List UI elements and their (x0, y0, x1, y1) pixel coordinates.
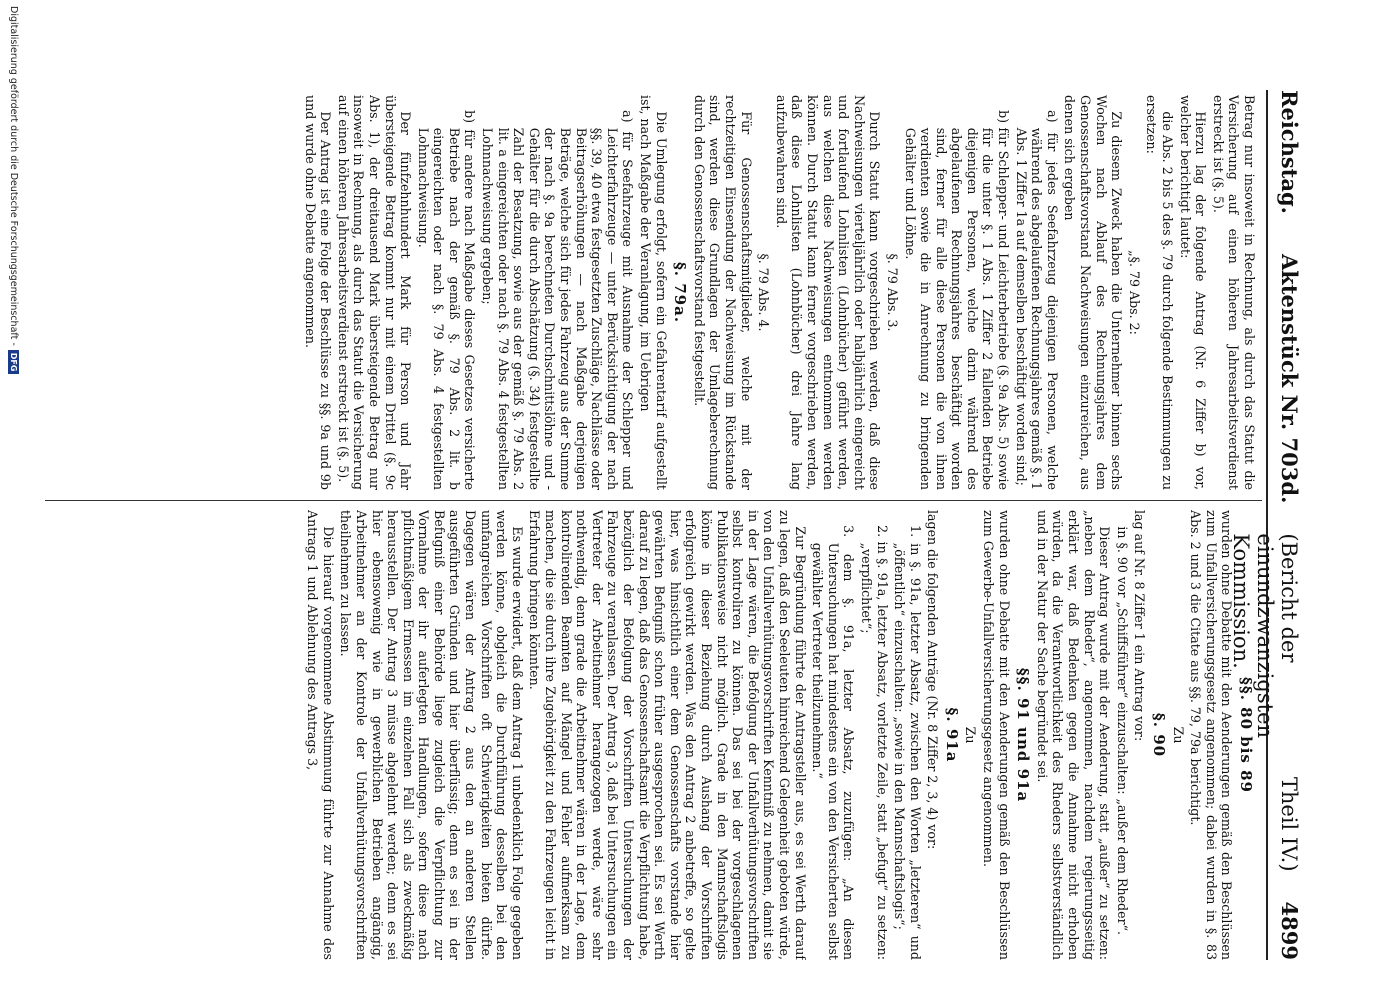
left-paragraph: Betrag nur insoweit in Rechnung, als durch das Statut die Versicherung auf einen höheren Jahresarbeitsverdienst erstreckt ist (§. 5). (1210, 95, 1257, 490)
left-paragraph: §. 79 Abs. 4. (756, 253, 772, 332)
right-paragraph: Die hierauf vorgenommene Abstimmung führte zur Annahme des Antrags 1 und Ablehnung des Antrags 3, (305, 510, 336, 960)
left-paragraph: b) für Schlepper- und Leichterbetriebe (§. 9a Abs. 5) sowie für die unter §. 1 Abs. 1 Ziffer 2 fallenden Betriebe diejenigen Personen, welche darin während des abgelaufenen Rechnungsjahres beschäftigt worden sind, ferner für alle diese Personen die von ihnen verdienten sowie die in Anrechnung zu bringenden Gehälter und Löhne. (902, 110, 1012, 490)
dfg-logo: DFG (9, 350, 20, 375)
right-paragraph: lagen die folgenden Anträge (Nr. 8 Ziffer 2, 3, 4) vor: (925, 510, 941, 850)
left-column (40, 95, 1257, 490)
digitization-footer (3, 0, 25, 1000)
left-paragraph: Die Umlegung erfolgt, sofern ein Gefahrentarif aufgestellt ist, nach Maßgabe der Veranlagung, im Uebrigen (638, 95, 669, 490)
right-section-heading: §§. 91 und 91a (1014, 667, 1033, 803)
left-paragraph: Zu diesem Zweck haben die Unternehmer binnen sechs Wochen nach Ablauf des Rechnungsjahres dem Genossenschaftsvorstand Nachweisungen einzureichen, aus denen sich ergeben (1062, 95, 1125, 490)
left-section-heading: §. 79a. (671, 261, 690, 324)
left-paragraph: a) für Seefahrzeuge mit Ausnahme der Schlepper und Leichterfahrzeuge — unter Berücksichtigung der nach §§. 39, 40 etwa festgesetzten Zuschläge, Nachlässe oder Beitragserhöhungen — nach Maßgabe derjenigen Beträge, welche sich für jedes Fahrzeug aus der Summe der nach §. 9a berechneten Durchschnittslöhne und -Gehälter für die durch Abschätzung (§. 34) festgestellte Zahl der Besatzung, sowie aus der gemäß §. 79 Abs. 2 lit. a eingereichten oder nach §. 79 Abs. 4 festgestellten Lohnnachweisung ergeben; (480, 110, 636, 490)
digitization-note: Digitalisierung gefördert durch die Deutsche Forschungsgemeinschaft - (8, 6, 20, 346)
right-paragraph: Es wurde erwidert, daß dem Antrag 1 unbedenklich Folge gegeben werden könne, obgleich die Durchführung desselben bei den umfangreichen Vorschriften oft Schwierigkeiten bieten dürfte. Dagegen wären der Antrag 2 aus den an anderen Stellen ausgeführten Gründen und hier überflüssig; denn es sei in der Befugniß einer Behörde liege zugleich die Verpflichtung zur Vornahme der ihr auferlegten Handlungen, sofern diese nach pflichtmäßigem Ermessen im einzelnen Fall sich als zweckmäßig herausstellen. Der Antrag 3 müsse abgelehnt werden; denn es sei hier ebensowenig wie in gewerblichen Betrieben angängig, Arbeitnehmer an der Kontrole der Unfallverhütungsvorschriften theilnehmen zu lassen. (338, 510, 525, 960)
left-paragraph: a) für jedes Seefahrzeug diejenigen Personen, welche während des abgelaufenen Rechnungsjahres gemäß §. 1 Abs. 1 Ziffer 1a auf demselben beschäftigt worden sind; (1013, 110, 1060, 490)
right-section-heading: §. 91a (942, 707, 961, 763)
right-paragraph: lag auf Nr. 8 Ziffer 1 ein Antrag vor: (1132, 510, 1148, 742)
right-paragraph: Zu (1170, 726, 1186, 744)
right-section-heading: §§. 80 bis 89 (1237, 677, 1255, 793)
right-paragraph: 2. in §. 91a, letzter Absatz, vorletzte Zeile, statt „befugt“ zu setzen: „verpflichtet“; (858, 525, 890, 960)
right-paragraph: Zur Begründung führte der Antragsteller aus, es sei Werth darauf zu legen, daß den Seeleuten hinreichend Gelegenheit geboten würde, von den Unfallverhütungsvorschriften Kenntniß zu nehmen, damit sie in der Lage wären, die Befolgung der Unfallverhütungsvorschriften selbst kontroliren zu können. Das sei bei der vorgeschlagenen Publikationsweise nicht möglich. Grade in den Mannschaftslogis könne in dieser Beziehung durch Aushang der Vorschriften erfolgreich gewirkt werden. Was den Antrag 2 anbetreffe, so gelte hier, was hinsichtlich einer dem Genossenschafts vorstande hier gewährten Befugniß schon früher ausgesprochen sei. Es sei Werth darauf zu legen, daß das Genossenschaftsamt die Verpflichtung habe, bezüglich der Befolgung der Vorschriften Untersuchungen der Fahrzeuge zu veranlassen. Der Antrag 3, daß bei Untersuchungen ein Vertreter der Arbeitnehmer herangezogen werde, wäre sehr nothwendig, denn grade die Arbeitnehmer wären in der Lage, dem kontrolirenden Beamten auf Mängel und Fehler aufmerksam zu machen, die sie durch ihre Zugehörigkeit zu den Fahrzeugen leicht in Erfahrung bringen könnten. (527, 510, 808, 960)
page-number: 4899 (1277, 901, 1302, 960)
left-paragraph: Der fünfzehnhundert Mark für Person und Jahr übersteigende Betrag kommt nur mit einem Drittel (§. 9c Abs. 1), der dreitausend Mark übersteigende Betrag nur insoweit in Rechnung, als durch das Statut die Versicherung auf einen höheren Jahresarbeitsverdienst erstreckt ist (§. 5). (335, 95, 414, 490)
header-doc-number: Aktenstück Nr. 703d. (1277, 253, 1302, 504)
header-subtitle: (Bericht der einundzwanzigsten Kommission. (1229, 533, 1301, 739)
right-paragraph: 1. in §. 91a, letzter Absatz, zwischen den Worten „letzteren“ und „öffentlich“ einzuschalten: „sowie in den Mannschaftslogis“; (892, 525, 923, 960)
right-paragraph: 3. dem §. 91a, letzter Absatz, zuzufügen: „An diesen Untersuchungen hat mindestens ein von den Versicherten selbst gewählter Vertreter theilzunehmen.“ (810, 525, 857, 960)
left-paragraph: Der Antrag ist eine Folge der Beschlüsse zu §§. 9a und 9b und wurde ohne Debatte angenommen. (302, 95, 334, 490)
left-paragraph: Für Genossenschaftsmitglieder, welche mit der rechtzeitigen Einsendung der Nachweisung im Rückstande sind, werden diese Grundlagen der Umlageberechnung durch den Genossenschaftsvorstand festgestellt. (691, 95, 754, 490)
right-paragraph: wurden ohne Debatte mit den Aenderungen gemäß den Beschlüssen zum Gewerbe-Unfallversicherungsgesetz angenommen. (981, 510, 1012, 960)
right-column (40, 510, 1257, 960)
right-paragraph: in §. 90 vor „Schiffsführer“ einzuschalten: „außer dem Rheder“. (1114, 526, 1130, 936)
column-divider (45, 500, 1262, 501)
right-section-heading: §. 90 (1150, 712, 1169, 758)
left-paragraph: „§. 79 Abs. 2: (1126, 250, 1142, 335)
right-paragraph: Zu (963, 726, 979, 744)
left-paragraph: b) für andere nach Maßgabe dieses Gesetzes versicherte Betriebe nach der gemäß §. 79 Abs. 2 lit. b eingereichten oder nach §. 79 Abs. 4 festgestellten Lohnnachweisung. (415, 110, 478, 490)
right-paragraph: wurden ohne Debatte mit den Aenderungen gemäß den Beschlüssen zum Unfallversicherungsgesetz angenommen; dabei wurden in §. 83 Abs. 2 und 3 die Citate aus §§. 79, 79a berichtigt. (1188, 510, 1235, 960)
left-paragraph: Durch Statut kann vorgeschrieben werden, daß diese Nachweisungen vierteljährlich oder halbjährlich eingereicht und fortlaufend Lohnlisten (Lohnbücher) geführt werden, aus welchen diese Nachweisungen entnommen werden können. Durch Statut kann ferner vorgeschrieben werden, daß diese Lohnlisten (Lohnbücher) drei Jahre lang aufzubewahren sind. (773, 95, 883, 490)
right-paragraph: Dieser Antrag wurde mit der Aenderung, statt „außer“ zu setzen: „neben dem Rheder“, angenommen, nachdem regierungsseitig erklärt war, daß Bedenken gegen die Annahme nicht erhoben würden, da die Verantwortlichkeit des Rheders selbstverständlich und in der Natur der Sache begründet sei. (1034, 510, 1113, 960)
left-paragraph: die Abs. 2 bis 5 des §. 79 durch folgende Bestimmungen zu ersetzen: (1144, 95, 1176, 490)
left-paragraph: Hierzu lag der folgende Antrag (Nr. 6 Ziffer b) vor, welcher berichtigt lautet: (1177, 95, 1209, 490)
left-paragraph: §. 79 Abs. 3. (884, 253, 900, 332)
header-part: Theil IV.) (1277, 776, 1301, 872)
header-title: Reichstag. (1277, 90, 1302, 214)
